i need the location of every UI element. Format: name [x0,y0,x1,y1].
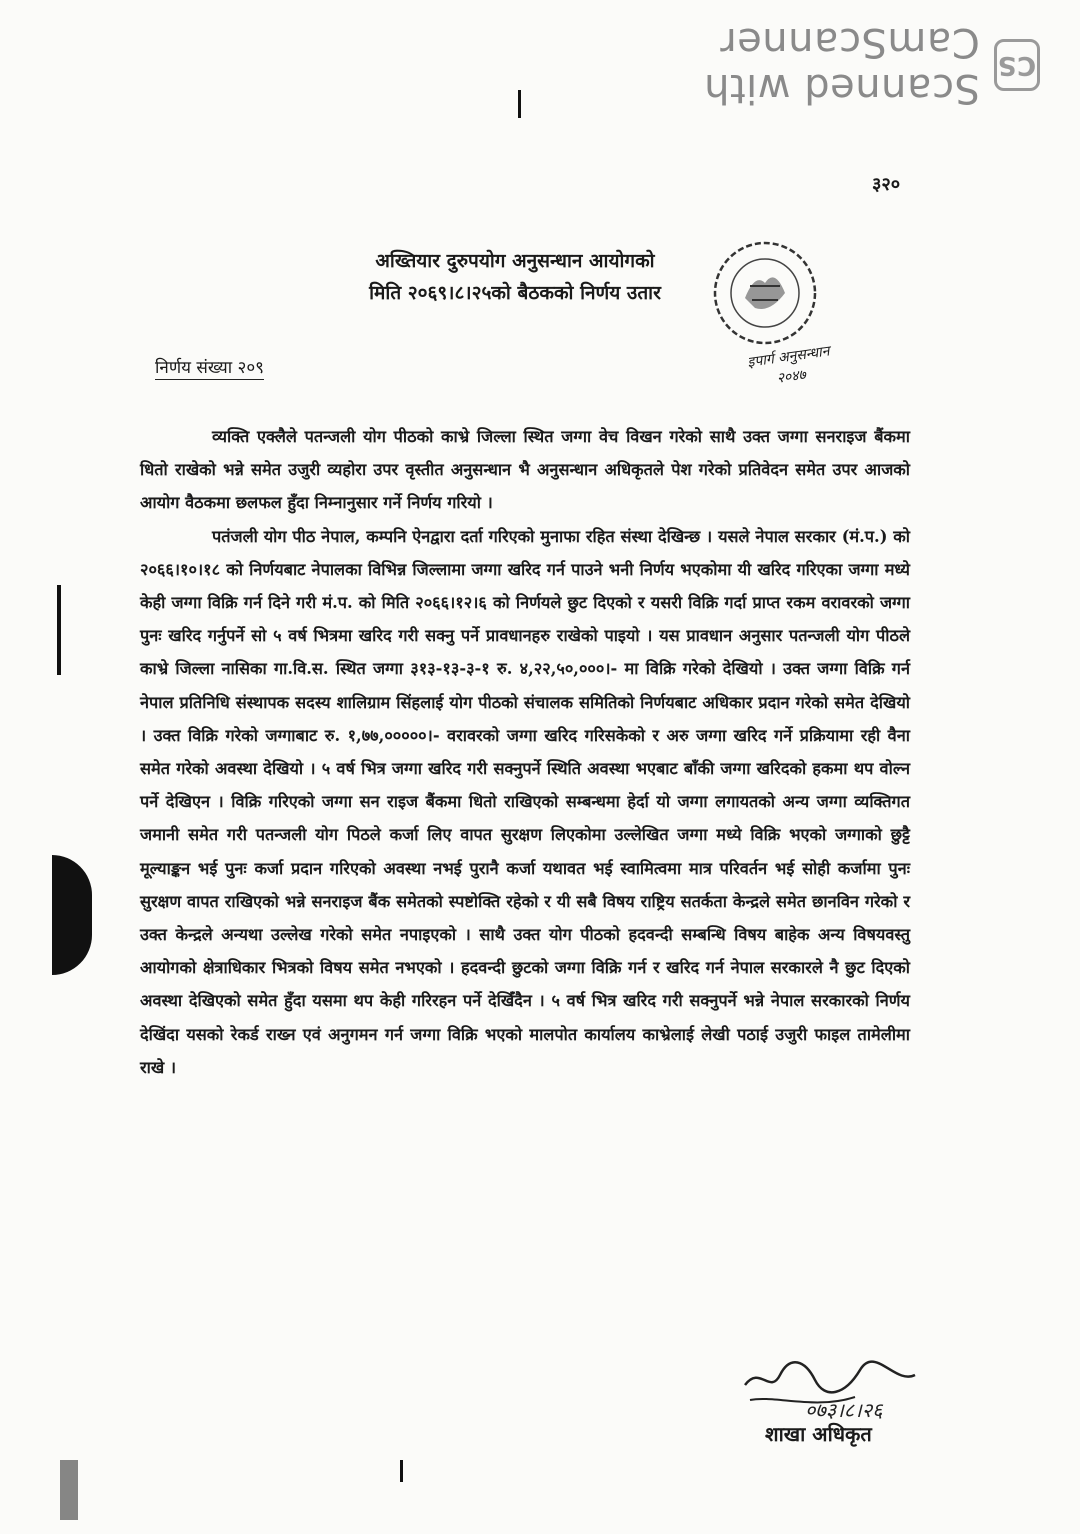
official-seal-stamp [710,238,820,348]
camscanner-logo: CS [994,39,1040,91]
camscanner-watermark [500,19,1040,111]
scan-dash-mark [400,1460,403,1482]
paragraph-1: व्यक्ति एक्लैले पतन्जली योग पीठको काभ्रे जिल्ला स्थित जग्गा वेच विखन गरेको साथै उक्त जग्गा सनराइज बैंकमा धितो राखेको भन्ने समेत उजुरी व्यहोरा उपर वृस्तीत अनुसन्धान भै अनुसन्धान अधिकृतले पेश गरेको प्रतिवेदन समेत उपर आजको आयोग वैठकमा छलफल हुँदा निम्नानुसार गर्ने निर्णय गरियो । [140,427,910,513]
title-line-2: मिति २०६९।८।२५को बैठकको निर्णय उतार [369,282,661,305]
scan-dash-mark [518,90,521,118]
seal-note-text: इपार्ग अनुसन्धान [746,343,831,371]
paragraph-2: पतंजली योग पीठ नेपाल, कम्पनि ऐनद्वारा दर्ता गरिएको मुनाफा रहित संस्था देखिन्छ । यसले नेपाल सरकार (मं.प.) को २०६६।१०।१८ को निर्णयबाट नेपालका विभिन्न जिल्लामा जग्गा खरिद गर्न पाउने भनी निर्णय भएकोमा यी खरिद गरिएका जग्गा मध्ये केही जग्गा विक्रि गर्न दिने गरी मं.प. को मिति २०६६।१२।६ को निर्णयले छुट दिएको र यसरी विक्रि गर्दा प्राप्त रकम वरावरको जग्गा पुनः खरिद गर्नुपर्ने सो ५ वर्ष भित्रमा खरिद गरी सक्नु पर्ने प्रावधानहरु राखेको पाइयो । यस प्रावधान अनुसार पतन्जली योग पीठले काभ्रे जिल्ला नासिका गा.वि.स. स्थित जग्गा ३१३-१३-३-१ रु. ४,२२,५०,०००।- मा विक्रि गरेको देखियो । उक्त जग्गा विक्रि गर्न नेपाल प्रतिनिधि संस्थापक सदस्य शालिग्राम सिंहलाई योग पीठको संचालक समितिको निर्णयबाट अधिकार प्रदान गरेको समेत देखियो । उक्त विक्रि गरेको जग्गाबाट रु. १,७७,०००००।- वरावरको जग्गा खरिद गरिसकेको र अरु जग्गा खरिद गर्ने प्रक्रियामा रही वैना समेत गरेको अवस्था देखियो । ५ वर्ष भित्र जग्गा खरिद गरी सक्नुपर्ने स्थिति अवस्था भएबाट बाँकी जग्गा खरिदको हकमा थप वोल्न पर्ने देखिएन । विक्रि गरिएको जग्गा सन राइज बैंकमा धितो राखिएको सम्बन्धमा हेर्दा यो जग्गा लगायतको अन्य जग्गा व्यक्तिगत जमानी समेत गरी पतन्जली योग पिठले कर्जा लिए वापत सुरक्षण लिएकोमा उल्लेखित जग्गा मध्ये विक्रि भएको जग्गाको छुट्टै मूल्याङ्कन भई पुनः कर्जा प्रदान गरिएको अवस्था नभई पुरानै कर्जा यथावत भई स्वामित्वमा मात्र परिवर्तन भई सोही कर्जामा पुनः सुरक्षण वापत राखिएको भन्ने सनराइज बैंक समेतको स्पष्टोक्ति रहेको र यी सबै विषय राष्ट्रिय सतर्कता केन्द्रले समेत छानविन गरेको र उक्त केन्द्रले अन्यथा उल्लेख गरेको समेत नपाइएको । साथै उक्त योग पीठको हदवन्दी सम्बन्धि विषय बाहेक अन्य विषयवस्तु आयोगको क्षेत्राधिकार भित्रको विषय समेत नभएको । हदवन्दी छुटको जग्गा विक्रि गर्न र खरिद गर्न नेपाल सरकारले नै छुट दिएको अवस्था देखिएको समेत हुँदा यसमा थप केही गरिरहन पर्ने देखिँदैन । ५ वर्ष भित्र खरिद गरी सक्नुपर्ने भन्ने नेपाल सरकारको निर्णय देखिंदा यसको रेकर्ड राख्न एवं अनुगमन गर्न जग्गा विक्रि भएको मालपोत कार्यालय काभ्रेलाई लेखी पठाई उजुरी फाइल तामेलीमा राखे । [140,526,911,1077]
signatory-title: शाखा अधिकृत [765,1422,872,1446]
signature-date: ०७३।८।२६ [805,1398,883,1422]
page-number: ३२० [872,174,901,195]
scan-corner-artifact [60,1460,78,1520]
decision-number: निर्णय संख्या २०९ [155,355,264,380]
decision-body [140,420,910,1084]
watermark-text: Scanned with CamScanner [703,19,980,111]
document-title [300,245,730,310]
seal-year: २०४७ [775,366,807,387]
scan-edge-artifact [52,855,92,975]
scan-margin-line [57,585,61,675]
title-line-1: अख्तियार दुरुपयोग अनुसन्धान आयोगको [375,250,655,272]
